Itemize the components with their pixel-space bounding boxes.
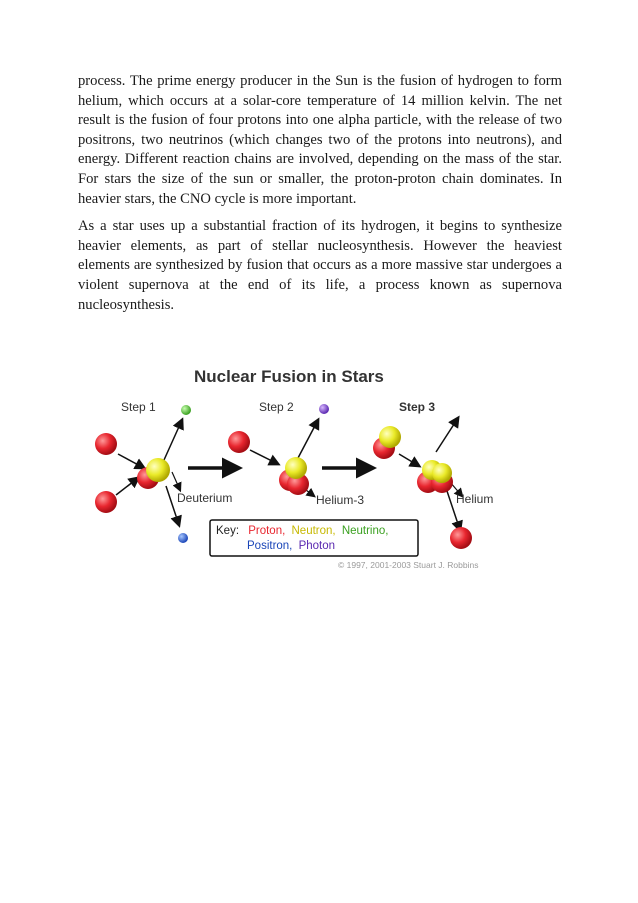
helium-3-label: Helium-3: [316, 493, 365, 507]
key-legend: [216, 525, 388, 537]
body-text: [78, 72, 562, 323]
neutron-particle: [146, 458, 170, 482]
key-positron: Positron,: [247, 540, 293, 552]
paragraph-1: process. The prime energy producer in the Sun is the fusion of hydrogen to form helium, which occurs at a solar-core temperature of 14 million kelvin. The net result is the fusion of four protons into one alpha particle, with the release of two positrons, two neutrinos (which changes two of the protons into neutrons), and energy. Different reaction chains are involved, depending on the mass of the star. For stars the size of the sun or smaller, the proton-proton chain dominates. In heavier stars, the CNO cycle is more important.: [78, 73, 562, 207]
fusion-diagram: [86, 360, 526, 575]
label-pointer: [172, 472, 180, 490]
neutron-particle: [432, 463, 452, 483]
neutrino-particle: [181, 405, 191, 415]
step-3-label: Step 3: [399, 400, 436, 414]
proton-particle: [95, 491, 117, 513]
neutron-particle: [285, 457, 307, 479]
figure-title: Nuclear Fusion in Stars: [194, 367, 384, 386]
arrow-in: [399, 454, 419, 466]
step-1-label: Step 1: [121, 400, 156, 414]
key-photon: Photon: [298, 540, 336, 552]
photon-particle: [319, 404, 329, 414]
deuterium-label: Deuterium: [177, 491, 233, 505]
arrow-in: [118, 454, 144, 468]
figure-copyright: © 1997, 2001-2003 Stuart J. Robbins: [338, 560, 479, 570]
key-legend-line-2: [247, 540, 335, 552]
key-neutron: Neutron,: [291, 525, 336, 537]
paragraph-2: As a star uses up a substantial fraction of its hydrogen, it begins to synthesize heavier elements, as part of stellar nucleosynthesis. However the heaviest elements are synthesized by fusion that occurs as a more massive star undergoes a violent supernova at the end of its life, a process known as supernova nucleosynthesis.: [78, 218, 562, 313]
step-2-label: Step 2: [259, 400, 294, 414]
positron-particle: [178, 533, 188, 543]
arrow-out: [298, 420, 318, 458]
proton-particle: [95, 433, 117, 455]
arrow-in: [116, 478, 138, 495]
key-proton: Proton,: [248, 525, 286, 537]
neutron-particle: [379, 426, 401, 448]
proton-particle: [450, 527, 472, 549]
key-neutrino: Neutrino,: [341, 525, 389, 537]
arrow-out: [164, 420, 182, 460]
arrow-out: [436, 418, 458, 452]
helium-label: Helium: [456, 492, 494, 506]
proton-particle: [228, 431, 250, 453]
arrow-in: [250, 450, 278, 464]
key-label: Key:: [216, 525, 240, 537]
